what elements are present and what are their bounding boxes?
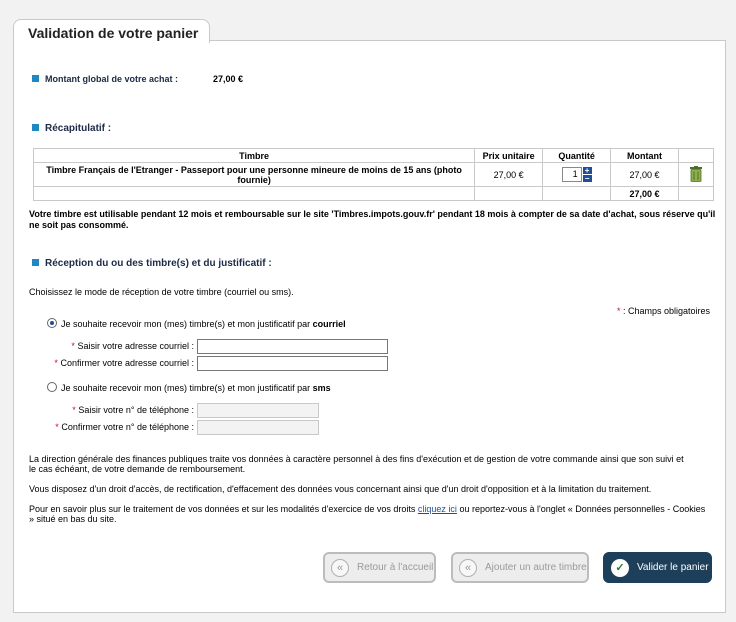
col-action — [679, 149, 714, 163]
reception-heading — [32, 258, 272, 269]
summary-label: Montant global de votre achat : — [45, 74, 179, 84]
row-montant: 27,00 € — [611, 163, 679, 187]
page-title: Validation de votre panier — [28, 25, 199, 41]
option-email[interactable] — [47, 318, 346, 329]
minus-icon[interactable]: − — [583, 175, 592, 182]
option-email-label: Je souhaite recevoir mon (mes) timbre(s) et mon justificatif par — [61, 319, 313, 329]
reception-title: Réception du ou des timbre(s) et du justificatif : — [45, 258, 272, 269]
phone-confirm-label: * Confirmer votre n° de téléphone : — [55, 422, 194, 432]
home-button[interactable]: « Retour à l'accueil — [323, 552, 436, 583]
total-row — [34, 187, 714, 201]
reception-intro: Choisissez le mode de réception de votre timbre (courriel ou sms). — [29, 287, 294, 297]
phone-confirm-field[interactable] — [197, 420, 319, 435]
bullet-square-icon — [32, 259, 39, 266]
summary-row — [32, 74, 178, 84]
col-montant: Montant — [611, 149, 679, 163]
trash-icon[interactable] — [689, 166, 703, 182]
phone-field[interactable] — [197, 403, 319, 418]
radio-sms[interactable] — [47, 382, 57, 392]
col-timbre: Timbre — [34, 149, 475, 163]
bullet-square-icon — [32, 124, 39, 131]
option-sms-label: Je souhaite recevoir mon (mes) timbre(s) et mon justificatif par — [61, 383, 313, 393]
required-legend — [617, 306, 710, 316]
recap-title: Récapitulatif : — [45, 123, 112, 134]
email-confirm-label: * Confirmer votre adresse courriel : — [54, 358, 194, 368]
col-prix: Prix unitaire — [475, 149, 543, 163]
phone-label: * Saisir votre n° de téléphone : — [72, 405, 194, 415]
back-arrow-icon: « — [331, 559, 349, 577]
table-header-row — [34, 149, 714, 163]
row-quantite — [543, 163, 611, 187]
bullet-square-icon — [32, 75, 39, 82]
legal-paragraph-3: Pour en savoir plus sur le traitement de vos données et sur les modalités d'exercice de vos droits cliquez ici ou reportez-vous à l'onglet « Données personnelles - Cookies » situé en bas du site. — [29, 504, 706, 524]
total-value: 27,00 € — [611, 187, 679, 201]
quantity-stepper[interactable] — [562, 167, 592, 182]
email-confirm-field[interactable] — [197, 356, 388, 371]
row-prix: 27,00 € — [475, 163, 543, 187]
option-sms[interactable] — [47, 382, 331, 393]
privacy-link[interactable]: cliquez ici — [417, 504, 457, 514]
validity-note: Votre timbre est utilisable pendant 12 mois et remboursable sur le site 'Timbres.impots.gouv.fr' pendant 18 mois à compter de sa date d'achat, sous réserve qu'il ne soit pas consommé. — [29, 209, 716, 230]
plus-icon[interactable]: + — [583, 167, 592, 174]
legal-paragraph-2: Vous disposez d'un droit d'accès, de rectification, d'effacement des données vous concernant ainsi que d'un droit d'opposition et à la limitation du traitement. — [29, 484, 652, 494]
add-stamp-button[interactable]: « Ajouter un autre timbre — [451, 552, 589, 583]
stepper[interactable] — [583, 167, 592, 182]
option-email-strong: courriel — [312, 319, 346, 329]
page-title-tab — [13, 19, 210, 43]
radio-email[interactable] — [47, 318, 57, 328]
email-label: * Saisir votre adresse courriel : — [71, 341, 194, 351]
legal-paragraph-1: La direction générale des finances publiques traite vos données à caractère personnel à des fins d'exécution et de gestion de votre commande ainsi que son suivi et le cas échéant, de votre demande de remboursement. — [29, 454, 684, 474]
row-action — [679, 163, 714, 187]
recap-table — [33, 148, 714, 201]
validate-button[interactable]: ✓ Valider le panier — [603, 552, 712, 583]
option-sms-strong: sms — [312, 383, 331, 393]
quantity-input[interactable]: 1 — [562, 167, 582, 182]
back-arrow-icon: « — [459, 559, 477, 577]
recap-heading — [32, 123, 111, 134]
required-note: : Champs obligatoires — [620, 306, 710, 316]
summary-value: 27,00 € — [213, 74, 244, 84]
email-field[interactable] — [197, 339, 388, 354]
table-row — [34, 163, 714, 187]
row-timbre: Timbre Français de l'Etranger - Passeport pour une personne mineure de moins de 15 ans (photo fournie) — [34, 163, 475, 187]
required-mark: * — [616, 306, 621, 316]
check-icon: ✓ — [611, 559, 629, 577]
col-quantite: Quantité — [543, 149, 611, 163]
